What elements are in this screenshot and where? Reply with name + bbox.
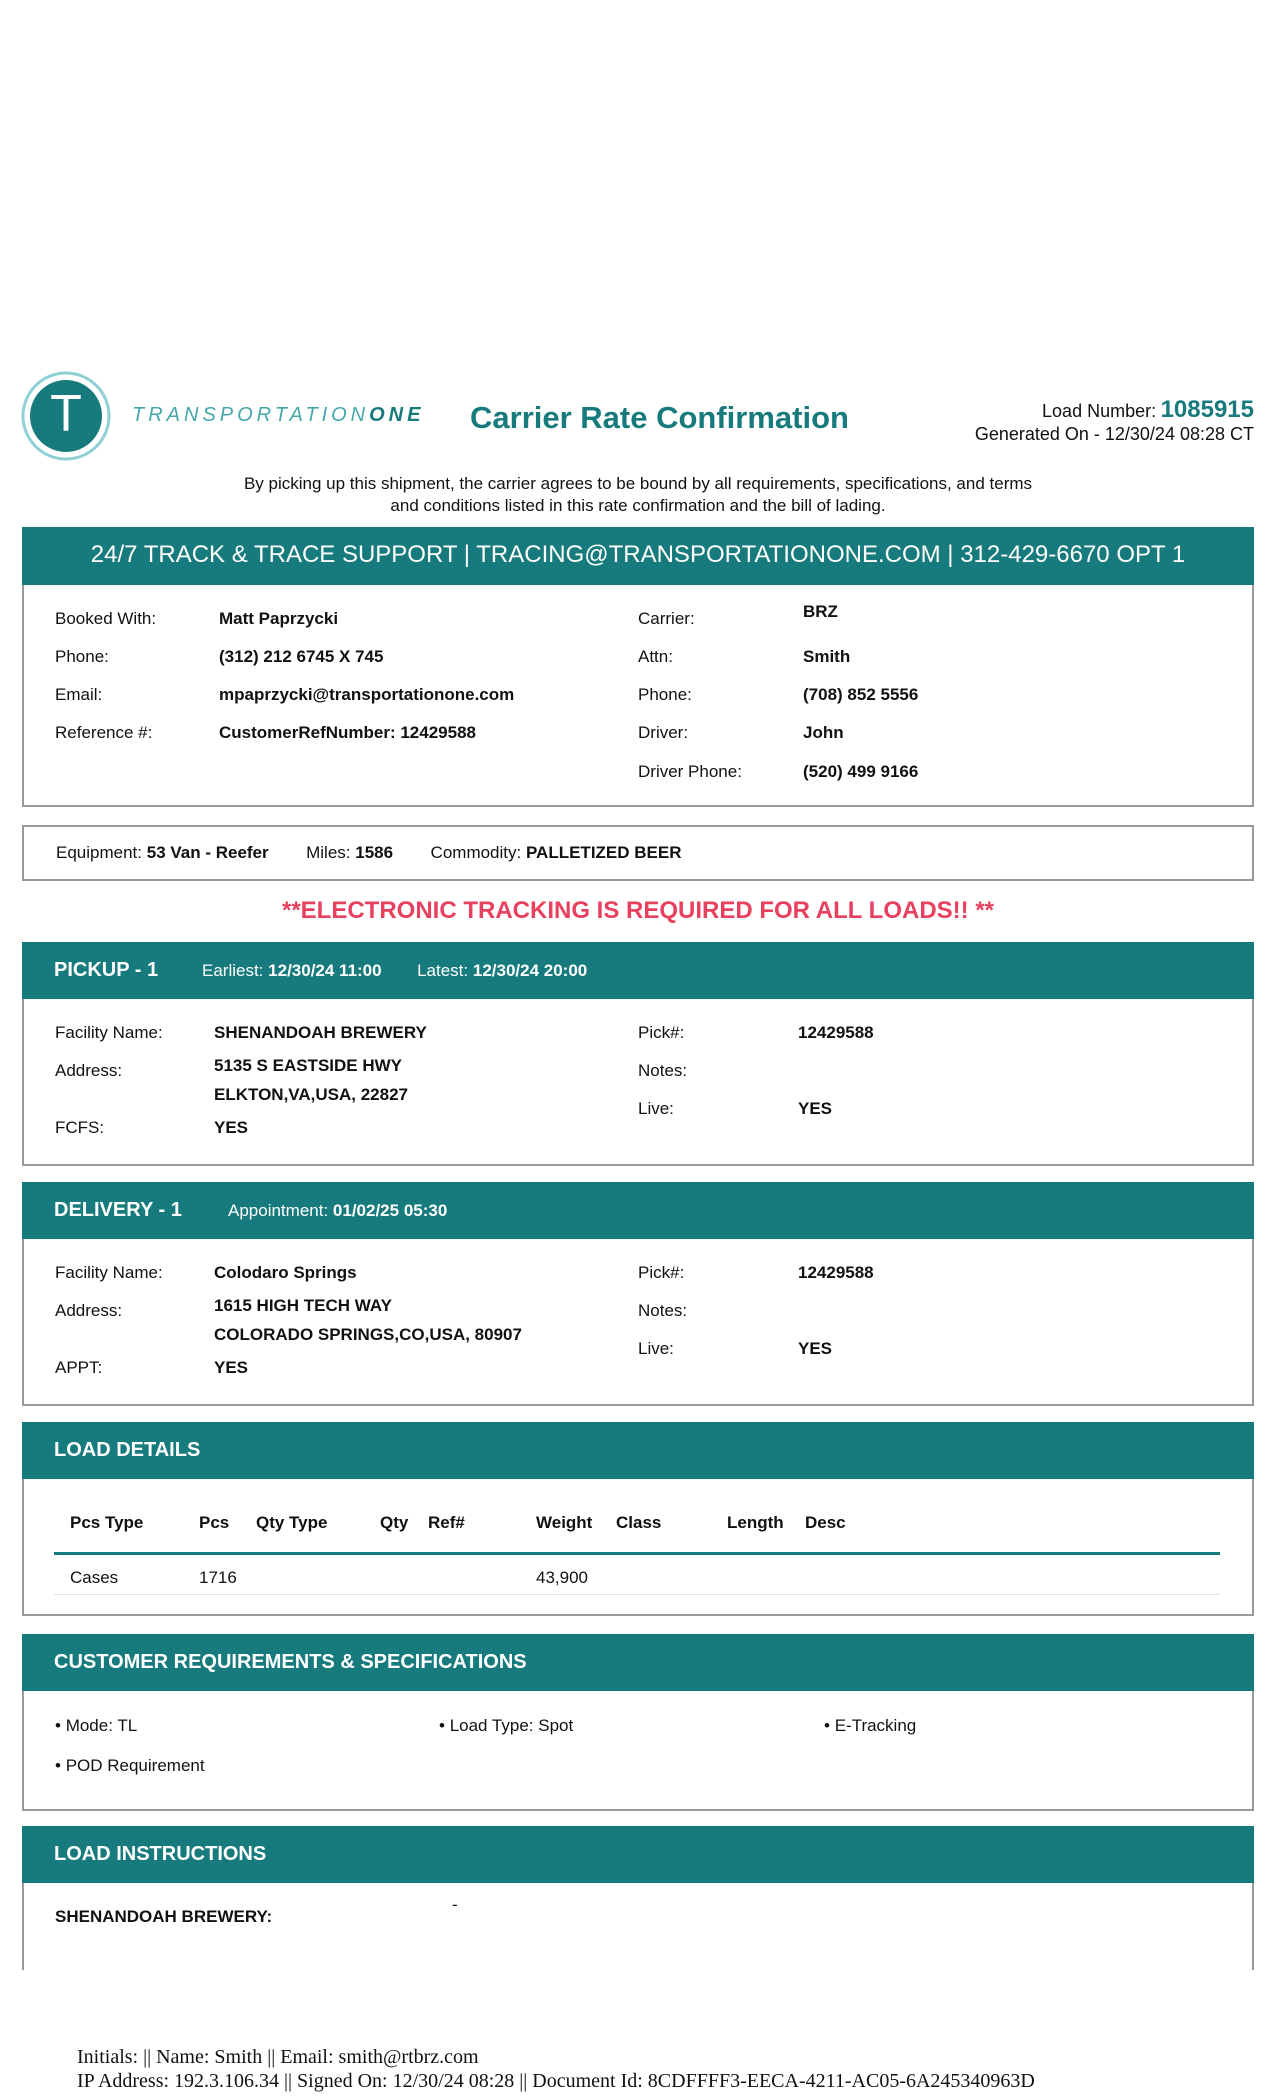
delivery-appointment-value: 01/02/25 05:30 xyxy=(332,1201,448,1220)
load-number-label: Load Number: xyxy=(1042,401,1157,421)
col-qty: Qty xyxy=(380,1513,409,1532)
signature-line-2: IP Address: 192.3.106.34 || Signed On: 12/30/24 08:28 || Document Id: 8CDFFFF3-EECA-4211-AC05-6A245340963D xyxy=(77,2070,1035,2092)
commodity-value: PALLETIZED BEER xyxy=(525,843,682,862)
delivery-appt-value: YES xyxy=(214,1358,249,1377)
delivery-address-label: Address: xyxy=(55,1301,123,1320)
pickup-pick-value: 12429588 xyxy=(798,1023,874,1042)
driver-phone-value: (520) 499 9166 xyxy=(803,762,919,781)
requirements-title: CUSTOMER REQUIREMENTS & SPECIFICATIONS xyxy=(54,1651,527,1673)
table-row xyxy=(54,1555,1220,1595)
col-pcs: Pcs xyxy=(199,1513,230,1532)
tracking-notice: **ELECTRONIC TRACKING IS REQUIRED FOR ALL LOADS!! ** xyxy=(281,897,995,924)
pickup-address-line-2: ELKTON,VA,USA, 22827 xyxy=(214,1085,408,1104)
carrier-phone-value: (708) 852 5556 xyxy=(803,685,919,704)
logo-text-bold: ONE xyxy=(369,404,425,426)
pickup-earliest-label: Earliest: xyxy=(202,961,264,980)
instructions-note: - xyxy=(452,1895,458,1914)
requirement-item-pod: • POD Requirement xyxy=(55,1756,205,1775)
instructions-title: LOAD INSTRUCTIONS xyxy=(54,1843,267,1865)
delivery-pick-value: 12429588 xyxy=(798,1263,874,1282)
email-value: mpaprzycki@transportationone.com xyxy=(219,685,515,704)
cell-pcs-type: Cases xyxy=(70,1568,119,1587)
delivery-address-line-2: COLORADO SPRINGS,CO,USA, 80907 xyxy=(214,1325,522,1344)
load-number-line xyxy=(1042,396,1254,424)
load-details-header xyxy=(22,1422,1254,1479)
pickup-fcfs-value: YES xyxy=(214,1118,249,1137)
logo xyxy=(20,370,425,462)
phone-label: Phone: xyxy=(55,647,109,666)
pickup-address-label: Address: xyxy=(55,1061,123,1080)
pickup-latest-label: Latest: xyxy=(417,961,469,980)
col-qty-type: Qty Type xyxy=(256,1513,328,1532)
pickup-latest-value: 12/30/24 20:00 xyxy=(472,961,588,980)
instructions-header xyxy=(22,1826,1254,1883)
requirement-item-load-type: • Load Type: Spot xyxy=(439,1716,574,1735)
generated-on: Generated On - 12/30/24 08:28 CT xyxy=(974,424,1254,444)
logo-letter: T xyxy=(50,385,82,443)
delivery-live-label: Live: xyxy=(638,1339,674,1358)
pickup-address-line-1: 5135 S EASTSIDE HWY xyxy=(214,1056,403,1075)
logo-text: TRANSPORTATION xyxy=(132,404,370,426)
attn-value: Smith xyxy=(803,647,851,666)
pickup-facility-label: Facility Name: xyxy=(55,1023,163,1042)
load-number: 1085915 xyxy=(1160,396,1254,423)
pickup-header xyxy=(22,942,1254,999)
requirement-item-mode: • Mode: TL xyxy=(55,1716,138,1735)
pickup-title: PICKUP - 1 xyxy=(54,959,159,981)
agreement-line-2: and conditions listed in this rate confirmation and the bill of lading. xyxy=(390,496,886,515)
pickup-notes-label: Notes: xyxy=(638,1061,688,1080)
pickup-earliest-value: 12/30/24 11:00 xyxy=(268,961,382,980)
agreement-text xyxy=(22,473,1254,517)
equipment-box xyxy=(22,825,1254,881)
miles-label: Miles: xyxy=(306,843,351,862)
attn-label: Attn: xyxy=(638,647,673,666)
support-bar xyxy=(22,527,1254,585)
commodity-label: Commodity: xyxy=(430,843,522,862)
carrier-phone-label: Phone: xyxy=(638,685,692,704)
delivery-live-value: YES xyxy=(798,1339,833,1358)
delivery-appointment-label: Appointment: xyxy=(228,1201,329,1220)
driver-phone-label: Driver Phone: xyxy=(638,762,742,781)
load-details-title: LOAD DETAILS xyxy=(54,1439,201,1461)
col-ref: Ref# xyxy=(428,1513,465,1532)
delivery-facility-value: Colodaro Springs xyxy=(214,1263,357,1282)
pickup-facility-value: SHENANDOAH BREWERY xyxy=(214,1023,427,1042)
col-desc: Desc xyxy=(805,1513,846,1532)
pickup-pick-label: Pick#: xyxy=(638,1023,685,1042)
pickup-live-value: YES xyxy=(798,1099,833,1118)
bullet-icon: • xyxy=(824,1716,830,1735)
cell-pcs: 1716 xyxy=(199,1568,237,1587)
delivery-header xyxy=(22,1182,1254,1239)
carrier-value: BRZ xyxy=(803,602,838,621)
delivery-facility-label: Facility Name: xyxy=(55,1263,163,1282)
delivery-pick-label: Pick#: xyxy=(638,1263,685,1282)
driver-value: John xyxy=(803,723,844,742)
agreement-line-1: By picking up this shipment, the carrier agrees to be bound by all requirements, specifications, and terms xyxy=(243,474,1033,493)
phone-value: (312) 212 6745 X 745 xyxy=(219,647,384,666)
pickup-live-label: Live: xyxy=(638,1099,674,1118)
delivery-address-line-1: 1615 HIGH TECH WAY xyxy=(214,1296,392,1315)
instructions-facility: SHENANDOAH BREWERY: xyxy=(55,1907,273,1926)
bullet-icon: • xyxy=(439,1716,445,1735)
load-details-table xyxy=(54,1505,1220,1605)
page-title: Carrier Rate Confirmation xyxy=(470,400,849,435)
support-text: 24/7 TRACK & TRACE SUPPORT | TRACING@TRANSPORTATIONONE.COM | 312-429-6670 OPT 1 xyxy=(90,541,1186,568)
booked-with-value: Matt Paprzycki xyxy=(219,609,339,628)
bullet-icon: • xyxy=(55,1716,61,1735)
requirements-header xyxy=(22,1634,1254,1691)
requirement-item-etracking: • E-Tracking xyxy=(824,1716,917,1735)
signature-line-1: Initials: || Name: Smith || Email: smith@rtbrz.com xyxy=(77,2046,479,2068)
reference-label: Reference #: xyxy=(55,723,153,742)
email-label: Email: xyxy=(55,685,103,704)
bullet-icon: • xyxy=(55,1756,61,1775)
col-length: Length xyxy=(727,1513,784,1532)
equipment-value: 53 Van - Reefer xyxy=(146,843,269,862)
cell-weight: 43,900 xyxy=(536,1568,588,1587)
delivery-notes-label: Notes: xyxy=(638,1301,688,1320)
miles-value: 1586 xyxy=(355,843,394,862)
booked-with-label: Booked With: xyxy=(55,609,157,628)
equipment-label: Equipment: xyxy=(56,843,142,862)
col-pcs-type: Pcs Type xyxy=(70,1513,144,1532)
driver-label: Driver: xyxy=(638,723,689,742)
carrier-label: Carrier: xyxy=(638,609,695,628)
delivery-appt-label: APPT: xyxy=(55,1358,103,1377)
col-class: Class xyxy=(616,1513,662,1532)
delivery-title: DELIVERY - 1 xyxy=(54,1199,182,1221)
pickup-fcfs-label: FCFS: xyxy=(55,1118,105,1137)
reference-value: CustomerRefNumber: 12429588 xyxy=(219,723,476,742)
col-weight: Weight xyxy=(536,1513,593,1532)
